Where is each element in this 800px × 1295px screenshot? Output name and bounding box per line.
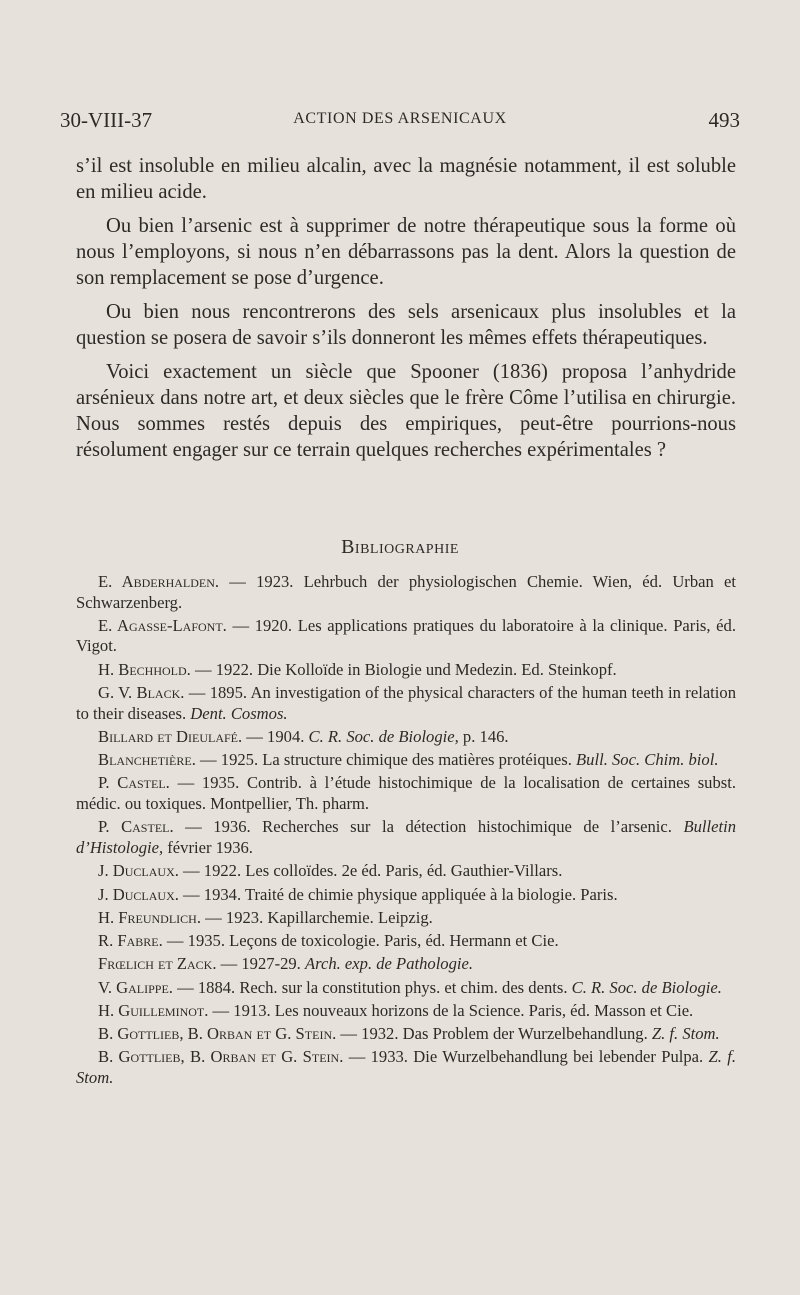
bibliography-entry (76, 1047, 736, 1088)
entry-journal: Bull. Soc. Chim. biol. (576, 750, 719, 770)
entry-suffix: p. 146. (458, 726, 509, 746)
bibliography-entry (76, 572, 736, 613)
running-title: ACTION DES ARSENICAUX (293, 110, 507, 127)
paragraph: s’il est insoluble en milieu alcalin, avec la magnésie notamment, il est soluble en milieu acide. (76, 155, 736, 203)
entry-author: B. Gottlieb, B. Orban et G. Stein. (98, 1024, 337, 1044)
bibliography-entry (76, 931, 736, 952)
entry-author: H. Bechhold. (98, 659, 191, 679)
bibliography-entry (76, 660, 736, 681)
bibliography-entry (76, 978, 736, 999)
entry-text: — 1923. Lehrbuch der physiologischen Chemie. Wien, éd. Urban et Schwarzenberg. (76, 572, 736, 612)
entry-text: — 1922. Les colloïdes. 2e éd. Paris, éd. Gauthier-Villars. (178, 861, 563, 881)
entry-author: B. Gottlieb, B. Orban et G. Stein. (98, 1047, 344, 1067)
bibliography-entry (76, 750, 736, 771)
issue-date: 30-VIII-37 (60, 108, 153, 132)
bibliography-entry (76, 1001, 736, 1022)
entry-author: H. Guilleminot. (98, 1000, 209, 1020)
bibliography-entry (76, 817, 736, 858)
entry-journal: Z. f. Stom. (651, 1024, 720, 1044)
entry-text: — 1935. Leçons de toxicologie. Paris, éd. Hermann et Cie. (162, 931, 559, 951)
entry-journal: C. R. Soc. de Biologie, (308, 726, 459, 746)
entry-text: — 1923. Kapillarchemie. Leipzig. (201, 907, 433, 927)
entry-text: — 1927-29. (216, 954, 305, 974)
page-number: 493 (708, 108, 740, 132)
entry-journal: Dent. Cosmos. (190, 703, 288, 723)
bibliography-entry (76, 1024, 736, 1045)
bibliography-list (76, 572, 736, 1091)
entry-text: — 1904. (242, 726, 309, 746)
entry-text: — 1922. Die Kolloïde in Biologie und Medezin. Ed. Steinkopf. (190, 659, 617, 679)
paragraph: Voici exactement un siècle que Spooner (1836) proposa l’anhydride arsénieux dans notre art, et deux siècles que le frère Côme l’utilisa en chirurgie. Nous sommes restés depuis des empiriques, peut-être pourrions-nous résolument engager sur ce terrain quelques recherches expérimentales ? (76, 361, 736, 461)
bibliography-entry (76, 616, 736, 657)
entry-journal: Arch. exp. de Pathologie. (304, 954, 474, 974)
entry-author: J. Duclaux. (98, 861, 179, 881)
entry-text: — 1884. Rech. sur la constitution phys. et chim. des dents. (172, 977, 572, 997)
entry-suffix: février 1936. (163, 837, 253, 857)
entry-author: Frœlich et Zack. (98, 954, 217, 974)
entry-journal: Z. f. Stom. (76, 1047, 736, 1088)
entry-text: — 1920. Les applications pratiques du laboratoire à la clinique. Paris, éd. Vigot. (76, 615, 736, 656)
entry-author: Billard et Dieulafé. (98, 726, 243, 746)
entry-author: H. Freundlich. (98, 907, 201, 927)
entry-text: — 1925. La structure chimique des matières protéiques. (195, 750, 577, 770)
bibliography-entry (76, 908, 736, 929)
entry-author: E. Agasse-Lafont. (98, 615, 227, 635)
entry-author: P. Castel. (98, 773, 170, 793)
entry-text: — 1934. Traité de chimie physique appliquée à la biologie. Paris. (178, 884, 618, 904)
entry-author: R. Fabre. (98, 931, 163, 951)
entry-author: E. Abderhalden. (98, 572, 220, 591)
bibliography-entry (76, 954, 736, 975)
bibliography-entry (76, 727, 736, 748)
entry-author: P. Castel. (98, 817, 174, 837)
body-text (76, 153, 736, 471)
entry-journal: Bulletin d’Histologie, (76, 817, 736, 857)
entry-text: — 1913. Les nouveaux horizons de la Science. Paris, éd. Masson et Cie. (208, 1000, 694, 1020)
entry-journal: C. R. Soc. de Biologie. (571, 977, 722, 997)
entry-text: — 1936. Recherches sur la détection histochimique de l’arsenic. (173, 817, 684, 837)
running-header (60, 108, 740, 138)
bibliography-entry (76, 885, 736, 906)
entry-author: V. Galippe. (98, 977, 173, 997)
paragraph: Ou bien l’arsenic est à supprimer de notre thérapeutique sous la forme où nous l’employons, si nous n’en débarrassons pas la dent. Alors la question de son remplacement se pose d’urgence. (76, 215, 736, 289)
paragraph: Ou bien nous rencontrerons des sels arsenicaux plus insolubles et la question se posera de savoir s’ils donneront les mêmes effets thérapeutiques. (76, 301, 736, 349)
bibliography-entry (76, 683, 736, 724)
entry-author: J. Duclaux. (98, 884, 179, 904)
entry-text: — 1895. An investigation of the physical characters of the human teeth in relation to their diseases. (76, 683, 736, 723)
entry-text: — 1933. Die Wurzelbehandlung bei lebender Pulpa. (343, 1047, 709, 1067)
bibliography-entry (76, 861, 736, 882)
entry-author: Blanchetière. (98, 750, 196, 770)
entry-text: — 1935. Contrib. à l’étude histochimique de la localisation de certaines subst. médic. ou toxiques. Montpellier, Th. pharm. (76, 773, 736, 814)
bibliography-heading: Bibliographie (341, 536, 459, 558)
entry-text: — 1932. Das Problem der Wurzelbehandlung. (336, 1024, 652, 1044)
bibliography-entry (76, 773, 736, 814)
entry-author: G. V. Black. (98, 683, 185, 703)
